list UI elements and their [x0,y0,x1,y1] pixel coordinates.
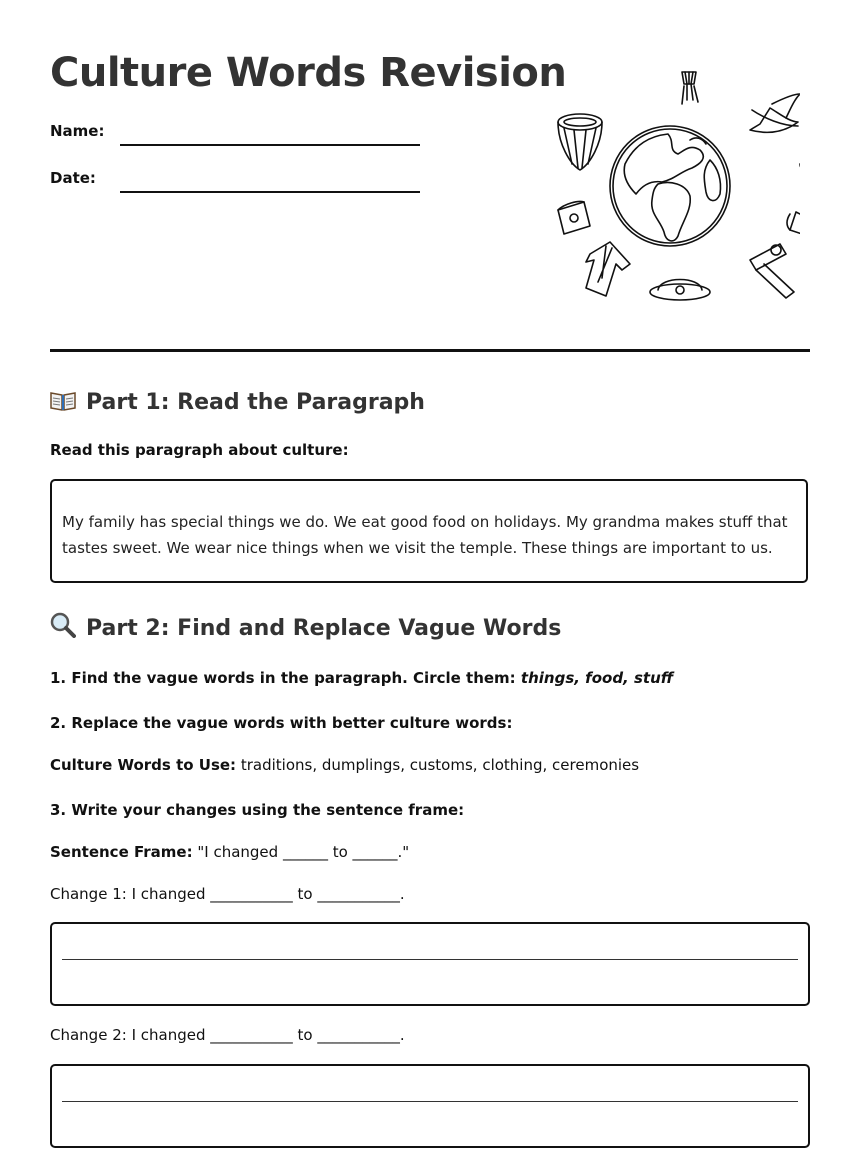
change-1-prompt: Change 1: I changed ___________ to ___________. [50,885,405,903]
name-label: Name: [50,122,105,140]
change-1-answer-box[interactable] [50,922,810,1006]
part1-heading [50,390,425,415]
paragraph-box [50,479,808,583]
header-divider [50,349,810,352]
name-write-line [120,144,420,146]
culture-words-label: Culture Words to Use: [50,756,237,774]
step1-instruction [50,669,673,687]
worksheet-title: Culture Words Revision [50,50,567,96]
change-2-answer-box[interactable] [50,1064,810,1148]
globe-with-cultural-items-icon [550,64,800,319]
part1-instruction: Read this paragraph about culture: [50,441,349,459]
date-write-line [120,191,420,193]
change-1-write-line [62,959,798,960]
magnifying-glass-icon [50,612,76,638]
sentence-frame-text: "I changed ______ to ______." [197,843,410,861]
culture-words-line [50,756,639,774]
date-label: Date: [50,169,96,187]
part2-heading [50,612,561,641]
change-2-write-line [62,1101,798,1102]
culture-words-list: traditions, dumplings, customs, clothing, ceremonies [240,756,640,774]
part1-heading-text: Part 1: Read the Paragraph [86,390,425,415]
change-2-prompt: Change 2: I changed ___________ to ___________. [50,1026,405,1044]
open-book-icon [50,390,76,412]
sentence-frame-label: Sentence Frame: [50,843,193,861]
step2-instruction: 2. Replace the vague words with better culture words: [50,714,513,732]
sentence-frame-line [50,843,409,861]
step3-instruction: 3. Write your changes using the sentence frame: [50,801,465,819]
step1-text: 1. Find the vague words in the paragraph. Circle them: [50,669,516,687]
vague-words: things, food, stuff [520,669,674,687]
culture-paragraph: My family has special things we do. We eat good food on holidays. My grandma makes stuff that tastes sweet. We wear nice things when we visit the temple. These things are important to us. [62,513,788,557]
part2-heading-text: Part 2: Find and Replace Vague Words [86,616,562,641]
